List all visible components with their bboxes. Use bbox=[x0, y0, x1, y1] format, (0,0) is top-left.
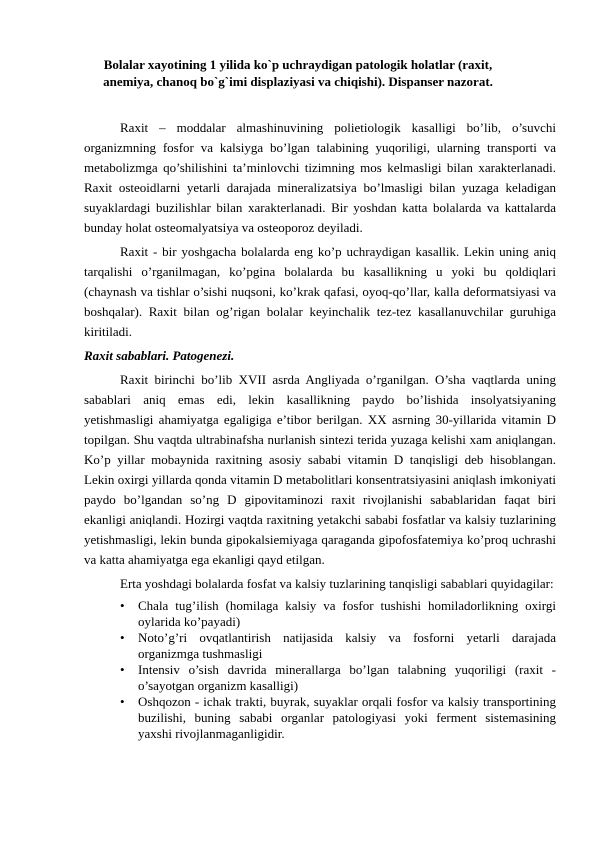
paragraph: Erta yoshdagi bolalarda fosfat va kalsiy tuzlarining tanqisligi sabablari quyidagilar: bbox=[120, 576, 554, 591]
bullet-icon: • bbox=[120, 694, 125, 709]
list-item bbox=[120, 598, 556, 630]
list-item bbox=[120, 630, 556, 662]
list-item-text: Oshqozon - ichak trakti, buyrak, suyaklar orqali fosfor va kalsiy transportining buzilishi, buning sababi organlar patologiyasi yoki ferment sistemasining yaxshi rivojlanmaganligidir. bbox=[138, 694, 556, 741]
paragraph: Raxit - bir yoshgacha bolalarda eng ko’p uchraydigan kasallik. Lekin uning aniq tarqalishi o’rganilmagan, ko’pgina bolalarda bu kasallikning u yoki bu qoldiqlari (chaynash va tishlar o’sishi nuqsoni, ko’krak qafasi, oyoq-qo’llar, kalla deformatsiyasi va boshqalar). Raxit bilan og’rigan bolalar keyinchalik tez-tez kasallanuvchilar guruhiga kiritiladi. bbox=[84, 244, 556, 339]
list-item bbox=[120, 662, 556, 694]
paragraph: Raxit – moddalar almashinuvining polietiologik kasalligi bo’lib, o’suvchi organizmning fosfor va kalsiyga bo’lgan talabining yuqoriligi, ularning transporti va metabolizmga qo’shilishini ta’minlovchi tizimning mos kelmasligi bilan xarakterlanadi. Raxit osteoidlarni yetarli darajada mineralizatsiya bo’lmasligi bilan yuzaga keladigan suyaklardagi buzilishlar bilan xarakterlanadi. Bir yoshdan katta bolalarda va kattalarda bunday holat osteomalyatsiya va osteoporoz deyiladi. bbox=[84, 120, 556, 235]
bullet-list bbox=[84, 598, 556, 742]
list-item-text: Intensiv o’sish davrida minerallarga bo’lgan talabning yuqoriligi (raxit - o’sayotgan organizm kasalligi) bbox=[138, 662, 556, 693]
bullet-icon: • bbox=[120, 630, 125, 645]
document-title: Bolalar xayotining 1 yilida ko`p uchraydigan patologik holatlar (raxit, anemiya, chanoq bo`g`imi displaziyasi va chiqishi). Dispanser nazorat. bbox=[103, 57, 493, 89]
document-body bbox=[84, 118, 556, 742]
section-heading: Raxit sabablari. Patogenezi. bbox=[84, 348, 235, 363]
list-item bbox=[120, 694, 556, 742]
paragraph: Raxit birinchi bo’lib XVII asrda Angliyada o’rganilgan. O’sha vaqtlarda uning sabablari aniq emas edi, lekin kasallikning paydo bo’lishida insolyatsiyaning yetishmasligi ahamiyatga egaligiga e’tibor berilgan. XX asrning 30-yillarida vitamin D topilgan. Shu vaqtda ultrabinafsha nurlanish sintezi terida yuzaga kelishi xam aniqlangan. Ko’p yillar mobaynida raxitning asosiy sababi vitamin D tanqisligi deb hisoblangan. Lekin oxirgi yillarda qonda vitamin D metabolitlari konsentratsiyasini aniqlash imkoniyati paydo bo’lgandan so’ng D gipovitaminozi raxit rivojlanishi sabablaridan faqat biri ekanligi aniqlandi. Hozirgi vaqtda raxitning yetakchi sababi fosfatlar va kalsiy tuzlarining yetishmasligi, lekin bunda gipokalsiemiyaga qaraganda gipofosfatemiya ko’proq uchrashi va katta ahamiyatga ega ekanligi qayd etilgan. bbox=[84, 372, 556, 567]
list-item-text: Chala tug’ilish (homilaga kalsiy va fosfor tushishi homiladorlikning oxirgi oylarida ko’payadi) bbox=[138, 598, 556, 629]
bullet-icon: • bbox=[120, 662, 125, 677]
list-item-text: Noto’g’ri ovqatlantirish natijasida kalsiy va fosforni yetarli darajada organizmga tushmasligi bbox=[138, 630, 556, 661]
bullet-icon: • bbox=[120, 598, 125, 613]
